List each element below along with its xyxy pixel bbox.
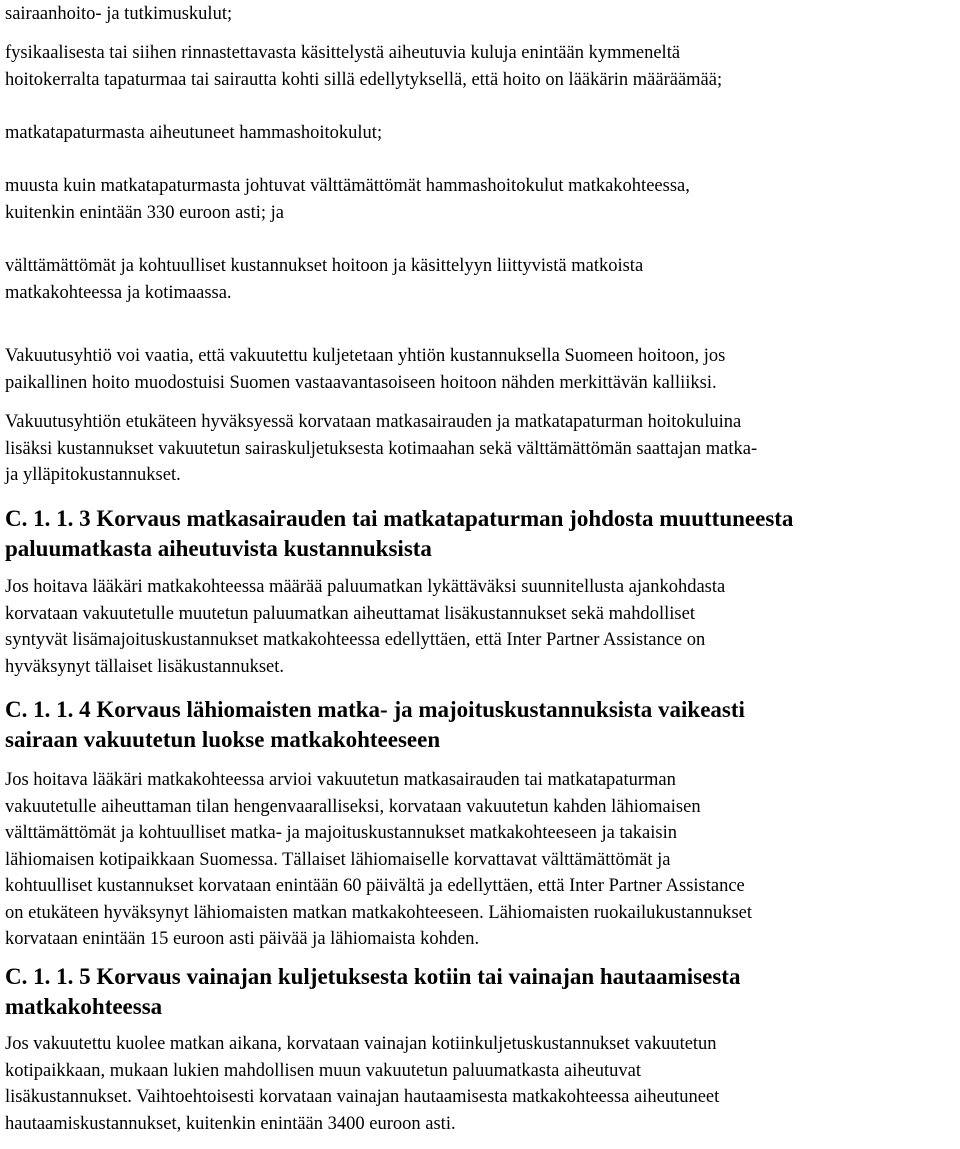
text-line: matkatapaturmasta aiheutuneet hammashoitokulut; xyxy=(5,123,383,143)
text-line: Jos vakuutettu kuolee matkan aikana, korvataan vainajan kotiinkuljetuskustannukset vakuutetun xyxy=(5,1034,717,1054)
text-line: Vakuutusyhtiön etukäteen hyväksyessä korvataan matkasairauden ja matkatapaturman hoitokuluina xyxy=(5,412,742,432)
text-line: lisäksi kustannukset vakuutetun sairaskuljetuksesta kotimaahan sekä välttämättömän saattajan matka- xyxy=(5,438,758,459)
section-heading xyxy=(5,504,793,564)
heading-line: matkakohteessa xyxy=(5,994,163,1019)
list-item xyxy=(5,120,382,147)
text-line: on etukäteen hyväksynyt lähiomaisten matkan matkakohteeseen. Lähiomaisten ruokailukustannukset xyxy=(5,902,752,923)
text-line: korvataan vakuutetulle muutetun paluumatkan aiheuttamat lisäkustannukset sekä mahdolliset xyxy=(5,603,695,624)
text-line: paikallinen hoito muodostuisi Suomen vastaavantasoiseen hoitoon nähden merkittävän kalliiksi. xyxy=(5,372,717,393)
text-line: kotipaikkaan, mukaan lukien mahdollisen muun vakuutetun paluumatkasta aiheutuvat xyxy=(5,1060,642,1081)
section-body xyxy=(5,767,752,953)
text-line: muusta kuin matkatapaturmasta johtuvat välttämättömät hammashoitokulut matkakohteessa, xyxy=(5,176,690,196)
heading-line: C. 1. 1. 3 Korvaus matkasairauden tai matkatapaturman johdosta muuttuneesta xyxy=(5,506,794,531)
text-line: kuitenkin enintään 330 euroon asti; ja xyxy=(5,202,284,223)
text-line: hyväksynyt tällaiset lisäkustannukset. xyxy=(5,656,284,677)
text-line: Jos hoitava lääkäri matkakohteessa arvioi vakuutetun matkasairauden tai matkatapaturman xyxy=(5,770,676,790)
text-line: hautaamiskustannukset, kuitenkin enintään 3400 euroon asti. xyxy=(5,1113,456,1134)
text-line: lähiomaisen kotipaikkaan Suomessa. Tällaiset lähiomaiselle korvattavat välttämättömät ja xyxy=(5,849,671,870)
list-item xyxy=(5,253,643,306)
list-item xyxy=(5,1,232,28)
text-line: Jos hoitava lääkäri matkakohteessa määrää paluumatkan lykättäväksi suunnitellusta ajankohdasta xyxy=(5,577,726,597)
paragraph xyxy=(5,409,757,489)
section-heading xyxy=(5,695,745,755)
section-heading xyxy=(5,962,740,1022)
heading-line: sairaan vakuutetun luokse matkakohteeseen xyxy=(5,727,441,752)
heading-line: paluumatkasta aiheutuvista kustannuksista xyxy=(5,536,432,561)
text-line: kohtuulliset kustannukset korvataan enintään 60 päivältä ja edellyttäen, että Inter Partner Assistance xyxy=(5,876,745,896)
text-line: hoitokerralta tapaturmaa tai sairautta kohti sillä edellytyksellä, että hoito on lääkärin määräämää; xyxy=(5,69,723,90)
text-line: sairaanhoito- ja tutkimuskulut; xyxy=(5,4,233,24)
text-line: välttämättömät ja kohtuulliset matka- ja majoituskustannukset matkakohteeseen ja takaisin xyxy=(5,823,677,843)
heading-line: C. 1. 1. 5 Korvaus vainajan kuljetuksesta kotiin tai vainajan hautaamisesta xyxy=(5,964,741,989)
section-body xyxy=(5,574,725,680)
text-line: lisäkustannukset. Vaihtoehtoisesti korvataan vainajan hautaamisesta matkakohteessa aiheutuneet xyxy=(5,1087,720,1107)
list-item xyxy=(5,40,722,93)
text-line: välttämättömät ja kohtuulliset kustannukset hoitoon ja käsittelyyn liittyvistä matkoista xyxy=(5,256,644,276)
paragraph xyxy=(5,343,725,396)
text-line: syntyvät lisämajoituskustannukset matkakohteessa edellyttäen, että Inter Partner Assistance on xyxy=(5,630,706,650)
text-line: fysikaalisesta tai siihen rinnastettavasta käsittelystä aiheutuvia kuluja enintään kymmeneltä xyxy=(5,43,681,63)
list-item xyxy=(5,173,690,226)
heading-line: C. 1. 1. 4 Korvaus lähiomaisten matka- ja majoituskustannuksista vaikeasti xyxy=(5,697,745,722)
text-line: korvataan enintään 15 euroon asti päivää ja lähiomaista kohden. xyxy=(5,929,480,949)
text-line: ja ylläpitokustannukset. xyxy=(5,465,181,485)
text-line: vakuutetulle aiheuttaman tilan hengenvaaralliseksi, korvataan vakuutetun kahden lähiomaisen xyxy=(5,796,701,817)
text-line: Vakuutusyhtiö voi vaatia, että vakuutettu kuljetetaan yhtiön kustannuksella Suomeen hoitoon, jos xyxy=(5,346,726,366)
text-line: matkakohteessa ja kotimaassa. xyxy=(5,282,232,303)
section-body xyxy=(5,1031,719,1137)
